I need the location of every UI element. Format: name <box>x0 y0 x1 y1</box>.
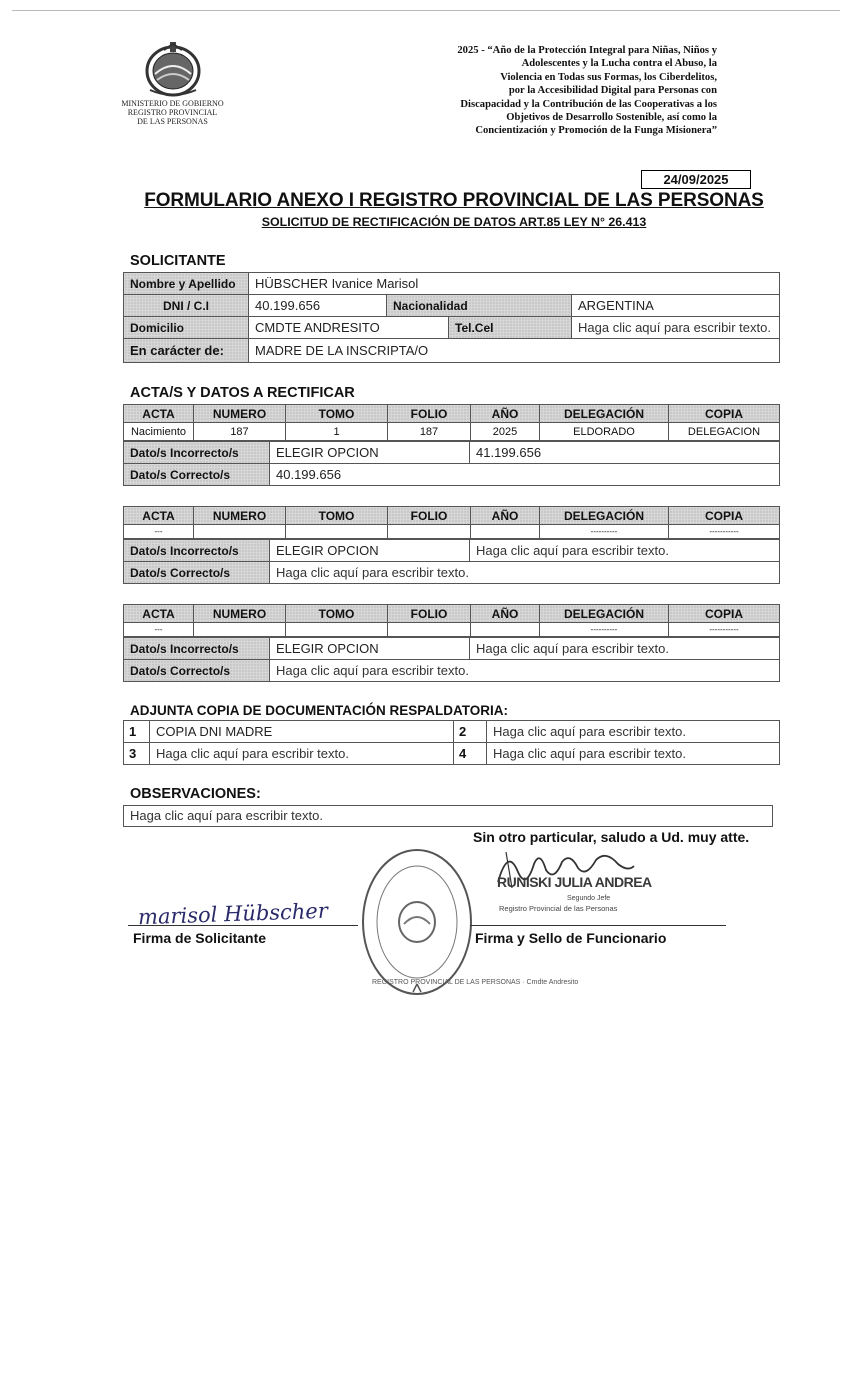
nombre-field[interactable]: HÜBSCHER Ivanice Marisol <box>249 273 780 295</box>
form-subtitle: SOLICITUD DE RECTIFICACIÓN DE DATOS ART.85 LEY N° 26.413 <box>261 215 647 229</box>
incorrect-option-select[interactable]: ELEGIR OPCION <box>270 540 470 562</box>
nombre-label: Nombre y Apellido <box>124 273 249 295</box>
col-anio: AÑO <box>471 605 540 623</box>
acta-table-1 <box>123 404 780 441</box>
doc-num-1: 1 <box>124 721 150 743</box>
folio-cell[interactable]: 187 <box>388 423 471 441</box>
dni-field[interactable]: 40.199.656 <box>249 295 387 317</box>
doc-field-4[interactable]: Haga clic aquí para escribir texto. <box>487 743 780 765</box>
col-anio: AÑO <box>471 405 540 423</box>
official-signature-label: Firma y Sello de Funcionario <box>475 930 667 946</box>
tomo-cell[interactable]: 1 <box>286 423 388 441</box>
doc-num-3: 3 <box>124 743 150 765</box>
correct-value-field[interactable]: Haga clic aquí para escribir texto. <box>270 562 780 584</box>
correct-value-field[interactable]: 40.199.656 <box>270 464 780 486</box>
incorrect-option-select[interactable]: ELEGIR OPCION <box>270 638 470 660</box>
col-delegacion: DELEGACIÓN <box>540 507 669 525</box>
documentacion-table <box>123 720 780 765</box>
stamp-name: RUNISKI JULIA ANDREA <box>497 874 652 890</box>
doc-field-1[interactable]: COPIA DNI MADRE <box>150 721 454 743</box>
logo-line-3: DE LAS PERSONAS <box>137 117 208 126</box>
col-numero: NUMERO <box>194 605 286 623</box>
incorrect-label: Dato/s Incorrecto/s <box>124 638 270 660</box>
col-numero: NUMERO <box>194 507 286 525</box>
acta-cell[interactable]: --- <box>124 525 194 539</box>
col-delegacion: DELEGACIÓN <box>540 605 669 623</box>
dni-label: DNI / C.I <box>124 295 249 317</box>
tomo-cell[interactable] <box>286 623 388 637</box>
provincial-emblem-icon <box>142 40 204 98</box>
incorrect-value-field[interactable]: Haga clic aquí para escribir texto. <box>470 638 780 660</box>
closing-text: Sin otro particular, saludo a Ud. muy atte. <box>473 829 750 845</box>
incorrect-label: Dato/s Incorrecto/s <box>124 540 270 562</box>
year-motto <box>370 44 717 138</box>
delegacion-cell[interactable]: ---------- <box>540 623 669 637</box>
logo-line-2: REGISTRO PROVINCIAL <box>127 108 218 117</box>
col-tomo: TOMO <box>286 405 388 423</box>
stamp-role: Segundo Jefe <box>567 895 611 902</box>
incorrect-value-field[interactable]: Haga clic aquí para escribir texto. <box>470 540 780 562</box>
numero-cell[interactable] <box>194 623 286 637</box>
col-tomo: TOMO <box>286 507 388 525</box>
acta-table-3 <box>123 604 780 637</box>
doc-num-4: 4 <box>454 743 487 765</box>
correct-label: Dato/s Correcto/s <box>124 660 270 682</box>
telcel-field[interactable]: Haga clic aquí para escribir texto. <box>572 317 780 339</box>
ministry-logo <box>110 40 235 126</box>
col-numero: NUMERO <box>194 405 286 423</box>
nacionalidad-label: Nacionalidad <box>387 295 572 317</box>
col-copia: COPIA <box>669 605 780 623</box>
domicilio-label: Domicilio <box>124 317 249 339</box>
motto-line: Violencia en Todas sus Formas, los Ciberdelitos, <box>500 71 717 83</box>
doc-num-2: 2 <box>454 721 487 743</box>
section-title-observaciones: OBSERVACIONES: <box>130 786 261 802</box>
domicilio-field[interactable]: CMDTE ANDRESITO <box>249 317 449 339</box>
date-field[interactable]: 24/09/2025 <box>641 170 751 189</box>
anio-cell[interactable] <box>471 623 540 637</box>
doc-field-2[interactable]: Haga clic aquí para escribir texto. <box>487 721 780 743</box>
motto-line: 2025 - “Año de la Protección Integral para Niñas, Niños y <box>457 45 717 56</box>
incorrect-value-field[interactable]: 41.199.656 <box>470 442 780 464</box>
section-title-actas: ACTA/S Y DATOS A RECTIFICAR <box>130 385 355 401</box>
delegacion-cell[interactable]: ELDORADO <box>540 423 669 441</box>
incorrect-option-select[interactable]: ELEGIR OPCION <box>270 442 470 464</box>
acta-datos-1 <box>123 441 780 486</box>
page-top-border <box>12 10 840 11</box>
folio-cell[interactable] <box>388 525 471 539</box>
acta-datos-3 <box>123 637 780 682</box>
acta-table-2 <box>123 506 780 539</box>
tomo-cell[interactable] <box>286 525 388 539</box>
incorrect-label: Dato/s Incorrecto/s <box>124 442 270 464</box>
motto-line: Concientización y Promoción de la Funga Misionera” <box>475 125 717 137</box>
doc-field-3[interactable]: Haga clic aquí para escribir texto. <box>150 743 454 765</box>
col-acta: ACTA <box>124 507 194 525</box>
col-folio: FOLIO <box>388 605 471 623</box>
col-acta: ACTA <box>124 405 194 423</box>
motto-line: Discapacidad y la Contribución de las Cooperativas a los <box>460 98 717 110</box>
applicant-signature: marisol Hübscher <box>137 898 329 930</box>
col-copia: COPIA <box>669 405 780 423</box>
acta-cell[interactable]: Nacimiento <box>124 423 194 441</box>
col-copia: COPIA <box>669 507 780 525</box>
numero-cell[interactable] <box>194 525 286 539</box>
copia-cell[interactable]: ----------- <box>669 525 780 539</box>
section-title-documentacion: ADJUNTA COPIA DE DOCUMENTACIÓN RESPALDATORIA: <box>130 703 508 718</box>
official-signature-line <box>470 925 726 926</box>
acta-cell[interactable]: --- <box>124 623 194 637</box>
numero-cell[interactable]: 187 <box>194 423 286 441</box>
stamp-org: Registro Provincial de las Personas <box>499 904 618 913</box>
col-anio: AÑO <box>471 507 540 525</box>
caracter-field[interactable]: MADRE DE LA INSCRIPTA/O <box>249 339 780 363</box>
motto-line: Adolescentes y la Lucha contra el Abuso, la <box>521 58 717 70</box>
copia-cell[interactable]: ----------- <box>669 623 780 637</box>
seal-text: REGISTRO PROVINCIAL DE LAS PERSONAS · Cmdte Andresito <box>372 979 579 986</box>
section-title-solicitante: SOLICITANTE <box>130 253 226 269</box>
col-acta: ACTA <box>124 605 194 623</box>
form-title: FORMULARIO ANEXO I REGISTRO PROVINCIAL DE LAS PERSONAS <box>144 190 764 211</box>
col-delegacion: DELEGACIÓN <box>540 405 669 423</box>
col-folio: FOLIO <box>388 405 471 423</box>
anio-cell[interactable] <box>471 525 540 539</box>
caracter-label: En carácter de: <box>124 339 249 363</box>
anio-cell[interactable]: 2025 <box>471 423 540 441</box>
motto-line: Objetivos de Desarrollo Sostenible, así como la <box>506 112 717 124</box>
applicant-signature-label: Firma de Solicitante <box>133 930 267 946</box>
delegacion-cell[interactable]: ---------- <box>540 525 669 539</box>
motto-line: por la Accesibilidad Digital para Personas con <box>508 85 717 97</box>
logo-line-1: MINISTERIO DE GOBIERNO <box>121 99 224 108</box>
col-tomo: TOMO <box>286 605 388 623</box>
applicant-signature-line <box>128 925 358 926</box>
nacionalidad-field[interactable]: ARGENTINA <box>572 295 780 317</box>
solicitante-table <box>123 272 780 363</box>
telcel-label: Tel.Cel <box>449 317 572 339</box>
copia-cell[interactable]: DELEGACION <box>669 423 780 441</box>
correct-value-field[interactable]: Haga clic aquí para escribir texto. <box>270 660 780 682</box>
col-folio: FOLIO <box>388 507 471 525</box>
folio-cell[interactable] <box>388 623 471 637</box>
correct-label: Dato/s Correcto/s <box>124 464 270 486</box>
correct-label: Dato/s Correcto/s <box>124 562 270 584</box>
acta-datos-2 <box>123 539 780 584</box>
observaciones-field[interactable]: Haga clic aquí para escribir texto. <box>123 805 773 827</box>
